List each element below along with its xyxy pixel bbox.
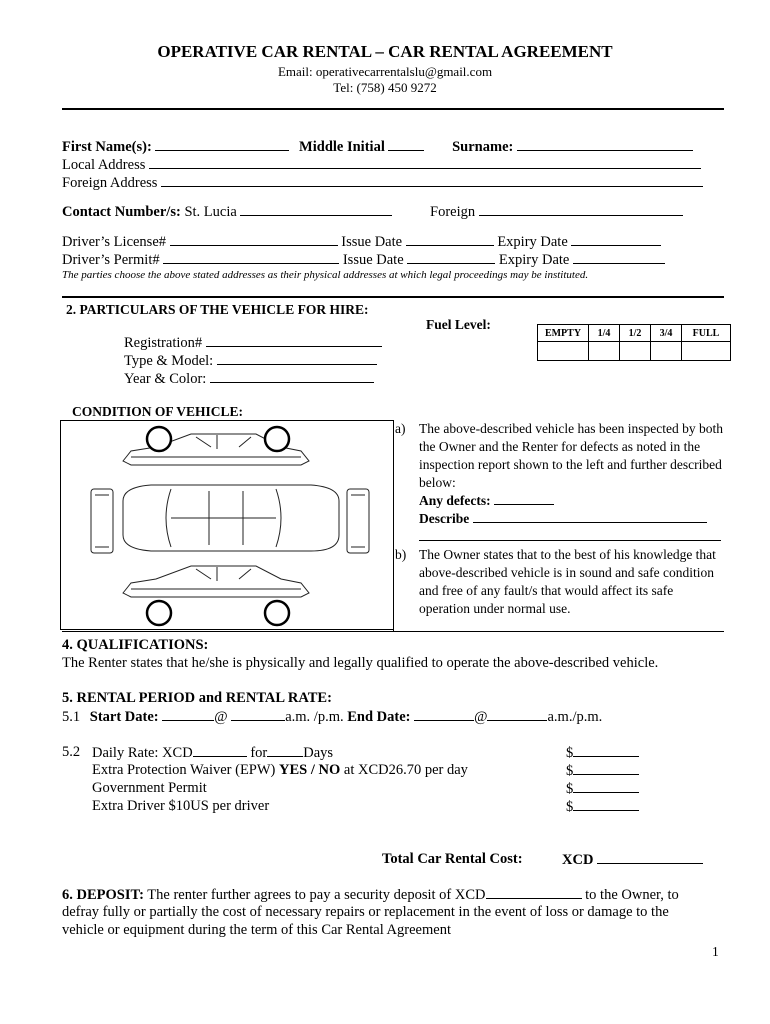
permit-expiry-date-field[interactable]: [573, 251, 665, 264]
type-model-row: [124, 352, 377, 370]
drivers-license-field[interactable]: [170, 233, 338, 246]
drivers-license-row: [62, 233, 661, 251]
rental-dates-row: [62, 708, 602, 726]
permit-amount-field[interactable]: [573, 780, 639, 793]
deposit-line-2: defray fully or partially the cost of necessary repairs or replacement in the event of loss or damage to the: [62, 904, 669, 920]
registration-field[interactable]: [206, 334, 382, 347]
address-note: The parties choose the above stated addresses as their physical addresses at which legal proceedings may be instituted.: [62, 269, 589, 281]
middle-initial-field[interactable]: [388, 138, 424, 151]
dollar-sign: $: [566, 763, 574, 779]
any-defects-row: [395, 492, 725, 510]
fuel-mark-three-quarter[interactable]: [651, 342, 682, 361]
wheel-marker-front-left: [147, 427, 171, 451]
rental-52-number: 5.2: [62, 744, 81, 760]
local-address-row: [62, 156, 701, 174]
drivers-permit-field[interactable]: [163, 251, 339, 264]
contact-label: Contact Number/s:: [62, 204, 181, 220]
daily-rate-amount-row: [566, 744, 639, 762]
contact-row: [62, 203, 392, 221]
fuel-mark-quarter[interactable]: [589, 342, 620, 361]
fuel-level-quarter: 1/4: [589, 325, 620, 342]
condition-b-text: The Owner states that to the best of his knowledge that above-described vehicle is in sound and safe condition and free of any fault/s that would affect its safe operation under normal use.: [419, 547, 716, 616]
wheel-marker-front-right: [265, 427, 289, 451]
fuel-level-label: Fuel Level:: [426, 317, 491, 332]
condition-a: [395, 420, 725, 492]
deposit-line-1: [62, 886, 679, 904]
rental-51-number: 5.1: [62, 709, 81, 725]
first-name-label: First Name(s):: [62, 139, 152, 155]
car-side-view-bottom: [123, 566, 309, 597]
surname-label: Surname:: [452, 139, 514, 155]
epw-amount-row: [566, 762, 639, 780]
section-divider-vehicle: [62, 296, 724, 298]
registration-row: [124, 334, 382, 352]
daily-rate-label: Daily Rate: XCD: [92, 745, 193, 761]
page-title: OPERATIVE CAR RENTAL – CAR RENTAL AGREEMENT: [157, 42, 613, 61]
fuel-level-three-quarter: 3/4: [651, 325, 682, 342]
license-expiry-date-field[interactable]: [571, 233, 661, 246]
condition-a-text: The above-described vehicle has been inspected by both the Owner and the Renter for defects as noted in the inspection report shown to the left and further described below:: [419, 421, 724, 490]
extra-driver-amount-field[interactable]: [573, 798, 639, 811]
foreign-address-row: [62, 174, 703, 192]
dollar-sign: $: [566, 781, 574, 797]
fuel-level-full: FULL: [682, 325, 731, 342]
end-at-sign: @: [474, 709, 488, 725]
epw-amount-field[interactable]: [573, 762, 639, 775]
dollar-sign: $: [566, 799, 574, 815]
foreign-contact-label: Foreign: [430, 204, 476, 220]
middle-initial-label: Middle Initial: [299, 139, 385, 155]
describe-field[interactable]: [473, 510, 707, 523]
car-front-view: [91, 489, 113, 553]
daily-rate-row: [92, 744, 333, 762]
fuel-mark-half[interactable]: [620, 342, 651, 361]
fuel-level-half: 1/2: [620, 325, 651, 342]
foreign-address-label: Foreign Address: [62, 175, 158, 191]
extra-driver-label: Extra Driver $10US per driver: [92, 798, 270, 814]
type-model-label: Type & Model:: [124, 353, 214, 369]
vehicle-section-heading: 2. PARTICULARS OF THE VEHICLE FOR HIRE:: [66, 302, 369, 317]
total-cost-row: [562, 851, 703, 869]
fuel-mark-full[interactable]: [682, 342, 731, 361]
describe-continuation-row: [395, 528, 725, 546]
daily-rate-days: Days: [303, 745, 334, 761]
registration-label: Registration#: [124, 335, 203, 351]
any-defects-field[interactable]: [494, 492, 554, 505]
condition-b: [395, 546, 725, 618]
describe-label: Describe: [419, 511, 470, 526]
drivers-license-label: Driver’s License#: [62, 234, 167, 250]
epw-label: Extra Protection Waiver (EPW): [92, 762, 276, 778]
permit-expiry-date-label: Expiry Date: [498, 252, 570, 268]
permit-amount-row: [566, 780, 639, 798]
start-time-field[interactable]: [231, 708, 285, 721]
local-address-field[interactable]: [149, 156, 701, 169]
first-name-row: [62, 138, 693, 156]
drivers-permit-row: [62, 251, 665, 269]
total-cost-label: Total Car Rental Cost:: [382, 851, 523, 867]
condition-a-label: a): [395, 421, 406, 436]
type-model-field[interactable]: [217, 352, 377, 365]
dollar-sign: $: [566, 745, 574, 761]
license-issue-date-field[interactable]: [406, 233, 494, 246]
start-date-field[interactable]: [162, 708, 214, 721]
wheel-marker-rear-left: [147, 601, 171, 625]
local-address-label: Local Address: [62, 157, 146, 173]
year-color-row: [124, 370, 374, 388]
any-defects-label: Any defects:: [419, 493, 491, 508]
car-top-view: [123, 485, 339, 551]
car-rear-view: [347, 489, 369, 553]
st-lucia-label: St. Lucia: [184, 204, 237, 220]
car-outline-diagram: [61, 421, 392, 628]
deposit-heading: 6. DEPOSIT:: [62, 887, 144, 903]
fuel-level-table: [537, 324, 731, 361]
condition-divider: [393, 420, 394, 632]
deposit-amount-field[interactable]: [486, 886, 582, 899]
start-ampm: a.m. /p.m.: [285, 709, 344, 725]
deposit-text-b: to the Owner, to: [585, 887, 679, 903]
epw-row: [92, 762, 468, 779]
section-divider-qualifications: [62, 631, 724, 632]
license-issue-date-label: Issue Date: [341, 234, 403, 250]
daily-rate-amount-field[interactable]: [573, 744, 639, 757]
drivers-permit-label: Driver’s Permit#: [62, 252, 160, 268]
foreign-phone-field[interactable]: [479, 203, 683, 216]
first-name-field[interactable]: [155, 138, 289, 151]
deposit-text-a: The renter further agrees to pay a security deposit of XCD: [147, 887, 486, 903]
foreign-address-field[interactable]: [161, 174, 703, 187]
days-field[interactable]: [267, 744, 303, 757]
header-phone: Tel: (758) 450 9272: [333, 80, 437, 95]
vehicle-inspection-diagram: [60, 420, 394, 630]
header-email: Email: operativecarrentalslu@gmail.com: [277, 64, 493, 79]
page-number: 1: [712, 944, 719, 959]
government-permit-label: Government Permit: [92, 780, 207, 796]
total-currency: XCD: [562, 852, 594, 868]
condition-b-label: b): [395, 547, 407, 562]
qualifications-heading: 4. QUALIFICATIONS:: [62, 637, 209, 653]
total-cost-field[interactable]: [597, 851, 703, 864]
end-date-field[interactable]: [414, 708, 474, 721]
wheel-marker-rear-right: [265, 601, 289, 625]
header-divider: [62, 108, 724, 110]
deposit-line-3: vehicle or equipment during the term of this Car Rental Agreement: [62, 922, 451, 938]
condition-statements: [395, 420, 725, 618]
license-expiry-date-label: Expiry Date: [497, 234, 568, 250]
year-color-label: Year & Color:: [124, 371, 207, 387]
start-date-label: Start Date:: [89, 709, 159, 725]
permit-issue-date-field[interactable]: [407, 251, 495, 264]
foreign-contact-row: [430, 203, 683, 221]
extra-driver-amount-row: [566, 798, 639, 816]
rental-heading: 5. RENTAL PERIOD and RENTAL RATE:: [62, 690, 332, 706]
end-ampm: a.m./p.m.: [547, 709, 603, 725]
year-color-field[interactable]: [210, 370, 374, 383]
describe-field-continued[interactable]: [419, 528, 721, 541]
fuel-mark-empty[interactable]: [538, 342, 589, 361]
condition-heading: CONDITION OF VEHICLE:: [72, 404, 244, 419]
end-time-field[interactable]: [487, 708, 547, 721]
fuel-level-empty: EMPTY: [538, 325, 589, 342]
describe-row: [395, 510, 725, 528]
epw-rate: at XCD26.70 per day: [343, 762, 468, 778]
end-date-label: End Date:: [347, 709, 411, 725]
qualifications-text: The Renter states that he/she is physically and legally qualified to operate the above-described vehicle.: [62, 655, 659, 671]
daily-rate-field[interactable]: [193, 744, 247, 757]
epw-yes-no[interactable]: YES / NO: [279, 762, 341, 778]
daily-rate-for: for: [250, 745, 268, 761]
surname-field[interactable]: [517, 138, 693, 151]
st-lucia-phone-field[interactable]: [240, 203, 392, 216]
permit-issue-date-label: Issue Date: [342, 252, 404, 268]
start-at-sign: @: [214, 709, 228, 725]
